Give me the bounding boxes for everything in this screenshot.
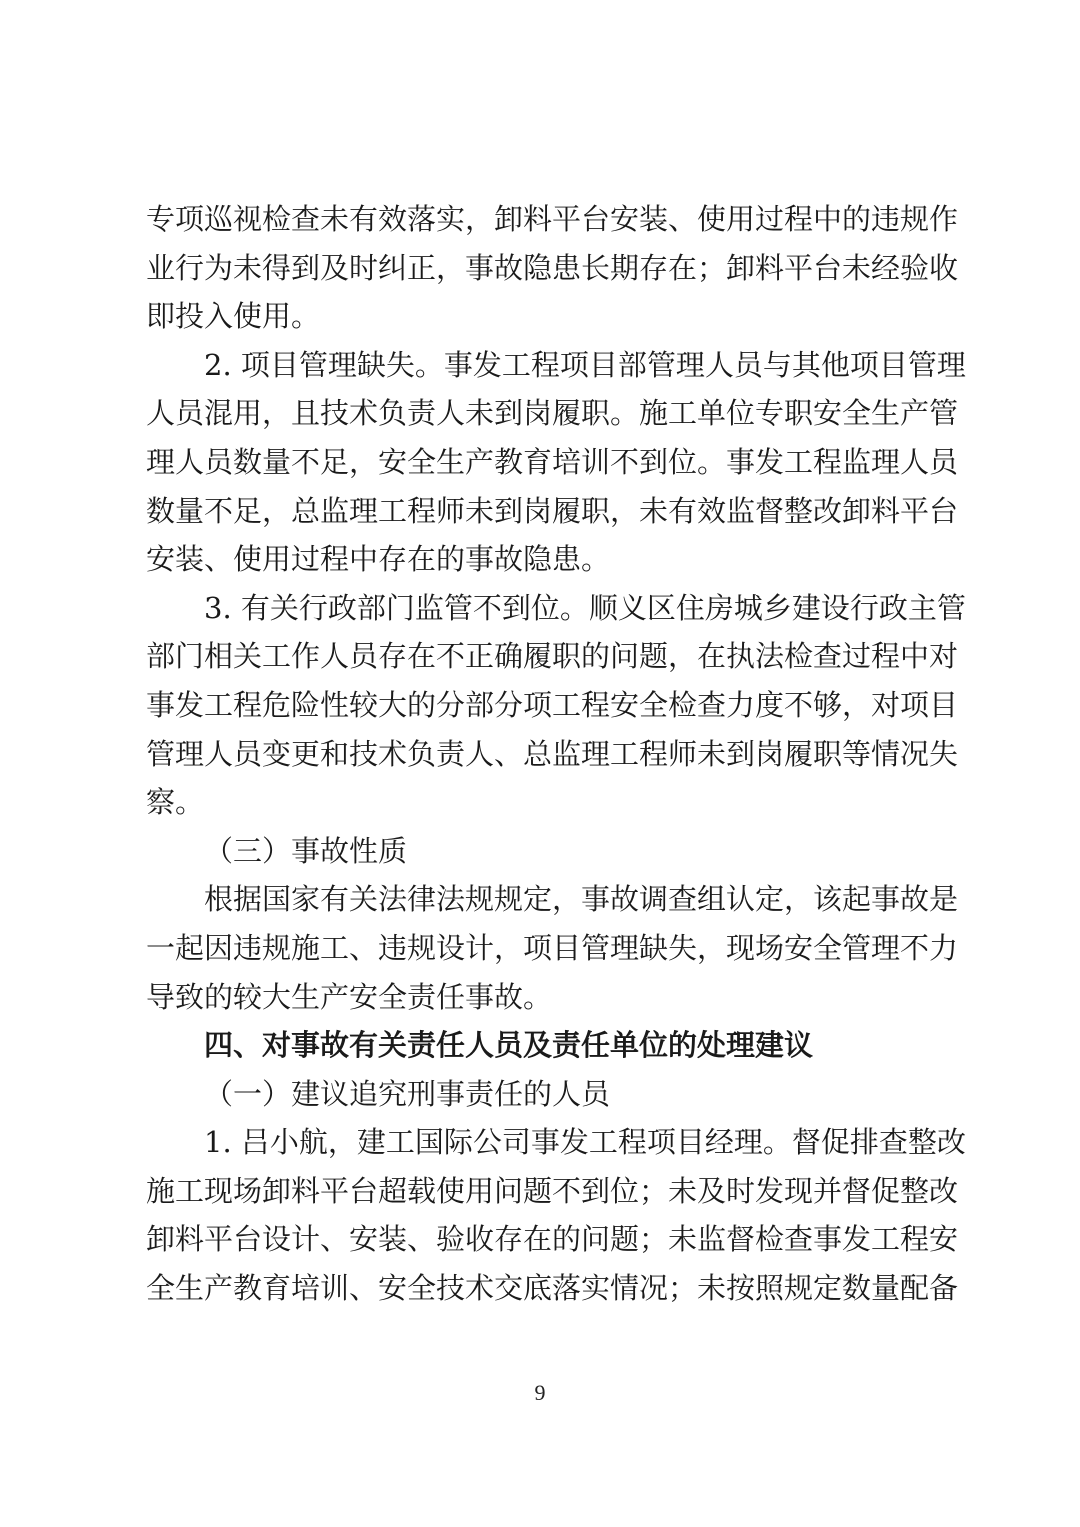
text-line: 卸料平台设计、安装、验收存在的问题；未监督检查事发工程安 bbox=[146, 1222, 959, 1257]
text-line: 即投入使用。 bbox=[146, 299, 321, 334]
text-line: 一起因违规施工、违规设计，项目管理缺失，现场安全管理不力 bbox=[146, 930, 959, 965]
section-subheading: （一）建议追究刑事责任的人员 bbox=[204, 1076, 611, 1111]
numbered-paragraph-start: 2. 项目管理缺失。事发工程项目部管理人员与其他项目管理 bbox=[204, 347, 966, 382]
text-line: 事发工程危险性较大的分部分项工程安全检查力度不够，对项目 bbox=[146, 687, 959, 722]
text-line: 察。 bbox=[146, 785, 205, 820]
text-line: 导致的较大生产安全责任事故。 bbox=[146, 979, 553, 1014]
text-line: 理人员数量不足，安全生产教育培训不到位。事发工程监理人员 bbox=[146, 444, 959, 479]
page-number: 9 bbox=[534, 1380, 546, 1405]
numbered-paragraph-start: 1. 吕小航，建工国际公司事发工程项目经理。督促排查整改 bbox=[204, 1125, 966, 1160]
text-line: 数量不足，总监理工程师未到岗履职，未有效监督整改卸料平台 bbox=[146, 493, 959, 528]
text-line: 施工现场卸料平台超载使用问题不到位；未及时发现并督促整改 bbox=[146, 1173, 959, 1208]
paragraph-start: 根据国家有关法律法规规定，事故调查组认定，该起事故是 bbox=[204, 882, 959, 917]
text-line: 部门相关工作人员存在不正确履职的问题，在执法检查过程中对 bbox=[146, 639, 959, 674]
text-line: 全生产教育培训、安全技术交底落实情况；未按照规定数量配备 bbox=[146, 1271, 959, 1306]
section-subheading: （三）事故性质 bbox=[204, 833, 408, 868]
numbered-paragraph-start: 3. 有关行政部门监管不到位。顺义区住房城乡建设行政主管 bbox=[204, 590, 966, 625]
text-line: 管理人员变更和技术负责人、总监理工程师未到岗履职等情况失 bbox=[146, 736, 959, 771]
text-line: 安装、使用过程中存在的事故隐患。 bbox=[146, 542, 611, 577]
document-body bbox=[146, 195, 966, 1313]
text-line: 业行为未得到及时纠正，事故隐患长期存在；卸料平台未经验收 bbox=[146, 250, 959, 285]
section-heading: 四、对事故有关责任人员及责任单位的处理建议 bbox=[204, 1028, 814, 1063]
text-line: 人员混用，且技术负责人未到岗履职。施工单位专职安全生产管 bbox=[146, 396, 959, 431]
text-line: 专项巡视检查未有效落实，卸料平台安装、使用过程中的违规作 bbox=[146, 202, 959, 236]
